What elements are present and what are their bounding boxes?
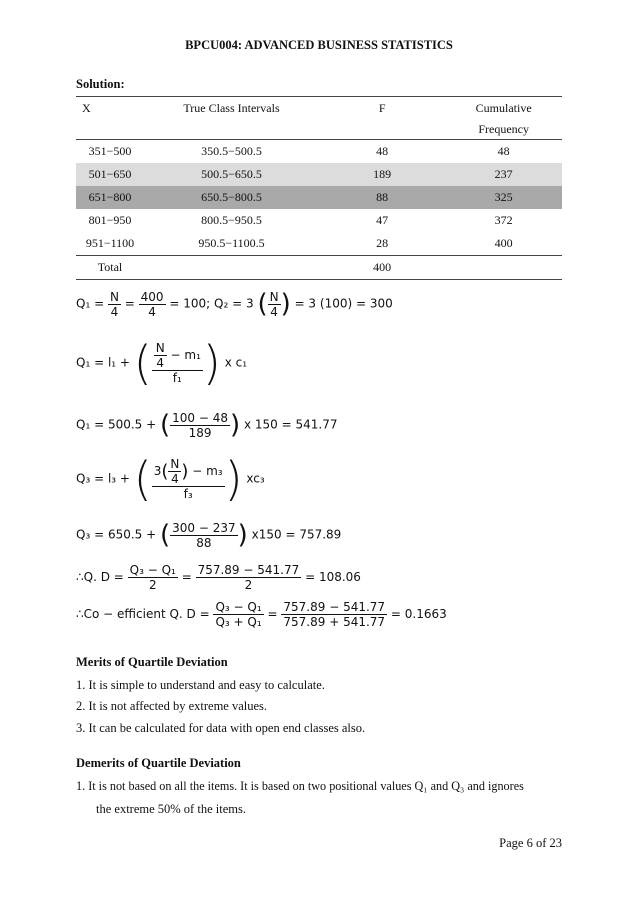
table-total-row: Total 400 <box>76 256 562 280</box>
table-row: 351−500 350.5−500.5 48 48 <box>76 140 562 164</box>
header-cumulative: Cumulative <box>445 97 562 120</box>
header-x: X <box>76 97 144 120</box>
equation-q3-value: Q₃ = 650.5 + ( $\frac{300 - 237}{88}$ ) x150 = 757.89 <box>76 520 342 550</box>
page-header: BPCU004: ADVANCED BUSINESS STATISTICS <box>185 38 453 52</box>
equation-coefficient-qd: ∴Co − efficient Q. D = $\frac{\text{Q₃ − Q₁}}{\text{Q₃ + Q₁}}$ = $\frac{757.89 - 541.77}{757.89 + 541.77}$ = 0.1663 <box>76 600 447 629</box>
table-row: 501−650 500.5−650.5 189 237 <box>76 163 562 186</box>
equation-q1-q2: Q₁ = $\frac{N}{4}$ = $\frac{400}{4}$ = 100; Q₂ = 3 ( $\frac{N}{4}$ ) = 3 (100) = 300 <box>76 289 393 319</box>
list-item: 3. It can be calculated for data with open end classes also. <box>76 721 366 735</box>
demerits-item-1-line-1: 1. It is not based on all the items. It is based on two positional values Q₁ and Q₃ and ignores <box>76 779 524 793</box>
table-row: 951−1100 950.5−1100.5 28 400 <box>85 236 513 250</box>
list-item: 2. It is not affected by extreme values. <box>76 699 268 713</box>
equation-qd: ∴Q. D = $\frac{\text{Q₃ − Q₁}}{2}$ = $\frac{757.89 - 541.77}{2}$ = 108.06 <box>76 563 361 592</box>
header-f: F <box>319 97 445 120</box>
table-row: 651−800 650.5−800.5 88 325 <box>76 186 562 209</box>
header-frequency: Frequency <box>478 121 529 136</box>
table-row: 801−950 800.5−950.5 47 372 <box>88 213 513 227</box>
demerits-title: Demerits of Quartile Deviation <box>76 756 241 770</box>
equation-q1-formula: Q₁ = l₁ + ( $\frac{N}{4}$ − m₁ f₁ ) x c₁ <box>76 336 248 390</box>
equation-q1-value: Q₁ = 500.5 + ( $\frac{100 - 48}{189}$ ) x 150 = 541.77 <box>76 410 338 440</box>
equation-q3-formula: Q₃ = l₃ + ( 3( $\frac{N}{4}$ ) − m₃ f₃ ) xc₃ <box>76 452 265 506</box>
demerits-item-1-line-2: the extreme 50% of the items. <box>96 802 246 816</box>
merits-title: Merits of Quartile Deviation <box>76 655 228 669</box>
solution-label: Solution: <box>76 77 125 91</box>
table-header-row <box>76 97 562 120</box>
frequency-table <box>76 96 562 280</box>
header-true-class: True Class Intervals <box>144 97 319 120</box>
list-item: 1. It is simple to understand and easy to calculate. <box>76 678 325 692</box>
page-number: Page 6 of 23 <box>499 836 562 850</box>
